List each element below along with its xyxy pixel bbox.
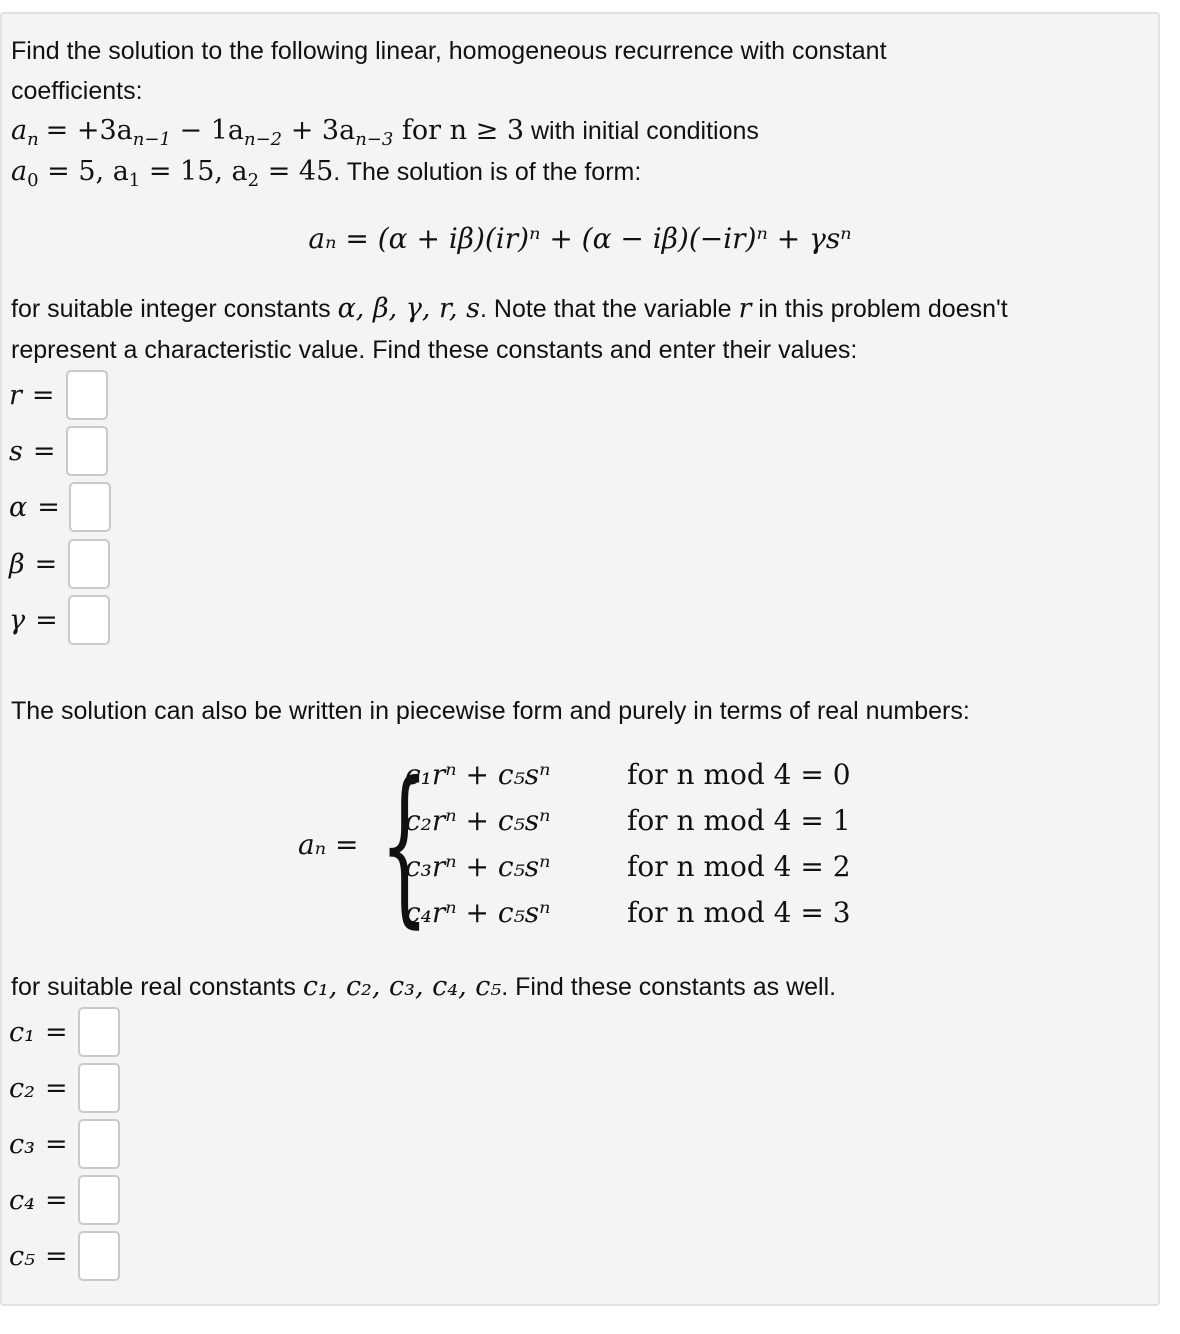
- input-row-r: r =: [9, 370, 108, 420]
- alpha-input[interactable]: [69, 482, 111, 532]
- input-row-alpha: α =: [9, 482, 111, 532]
- gamma-input[interactable]: [68, 595, 110, 645]
- case-condition: for n mod 4 = 2: [627, 850, 851, 883]
- case-expr: c₂rⁿ + c₅sⁿ: [405, 804, 551, 837]
- case-expr: c₄rⁿ + c₅sⁿ: [405, 896, 551, 929]
- intro-line-1: Find the solution to the following linear, homogeneous recurrence with constant: [11, 37, 887, 65]
- c3-input[interactable]: [78, 1119, 120, 1169]
- piecewise-brace: {: [380, 746, 429, 944]
- case-expr: c₁rⁿ + c₅sⁿ: [405, 758, 551, 791]
- intro-line-2: coefficients:: [11, 77, 143, 105]
- real-constants-text: for suitable real constants c₁, c₂, c₃, c₄, c₅. Find these constants as well.: [11, 971, 837, 1002]
- input-row-c5: c₅ =: [9, 1231, 120, 1281]
- input-row-c2: c₂ =: [9, 1063, 120, 1113]
- beta-input[interactable]: [68, 539, 110, 589]
- input-row-c1: c₁ =: [9, 1007, 120, 1057]
- recurrence-equation: $a_n = +3a_{n-1} - 1a_{n-2} + 3a_{n-3}$ for n ≥ 3 with initial conditions: [11, 115, 759, 150]
- case-condition: for n mod 4 = 0: [627, 758, 851, 791]
- question-panel: [0, 12, 1160, 1306]
- piecewise-lhs: aₙ =: [298, 828, 359, 861]
- c2-input[interactable]: [78, 1063, 120, 1113]
- piecewise-intro: The solution can also be written in piecewise form and purely in terms of real numbers:: [11, 697, 970, 725]
- c4-input[interactable]: [78, 1175, 120, 1225]
- r-input[interactable]: [66, 370, 108, 420]
- case-condition: for n mod 4 = 1: [627, 804, 851, 837]
- initial-conditions: $a_0 = 5$, $a_1 = 15$, $a_2 = 45$. The solution is of the form:: [11, 156, 642, 191]
- case-condition: for n mod 4 = 3: [627, 896, 851, 929]
- c1-input[interactable]: [78, 1007, 120, 1057]
- input-row-s: s =: [9, 426, 108, 476]
- input-row-beta: β =: [9, 539, 110, 589]
- input-row-c4: c₄ =: [9, 1175, 120, 1225]
- constants-line-2: represent a characteristic value. Find these constants and enter their values:: [11, 336, 858, 364]
- input-row-gamma: γ =: [9, 595, 110, 645]
- c5-input[interactable]: [78, 1231, 120, 1281]
- constants-line-1: for suitable integer constants α, β, γ, r, s. Note that the variable r in this problem doesn't: [11, 293, 1008, 324]
- input-row-c3: c₃ =: [9, 1119, 120, 1169]
- case-expr: c₃rⁿ + c₅sⁿ: [405, 850, 551, 883]
- s-input[interactable]: [66, 426, 108, 476]
- solution-form-equation: aₙ = (α + iβ)(ir)ⁿ + (α − iβ)(−ir)ⁿ + γsⁿ: [308, 222, 852, 255]
